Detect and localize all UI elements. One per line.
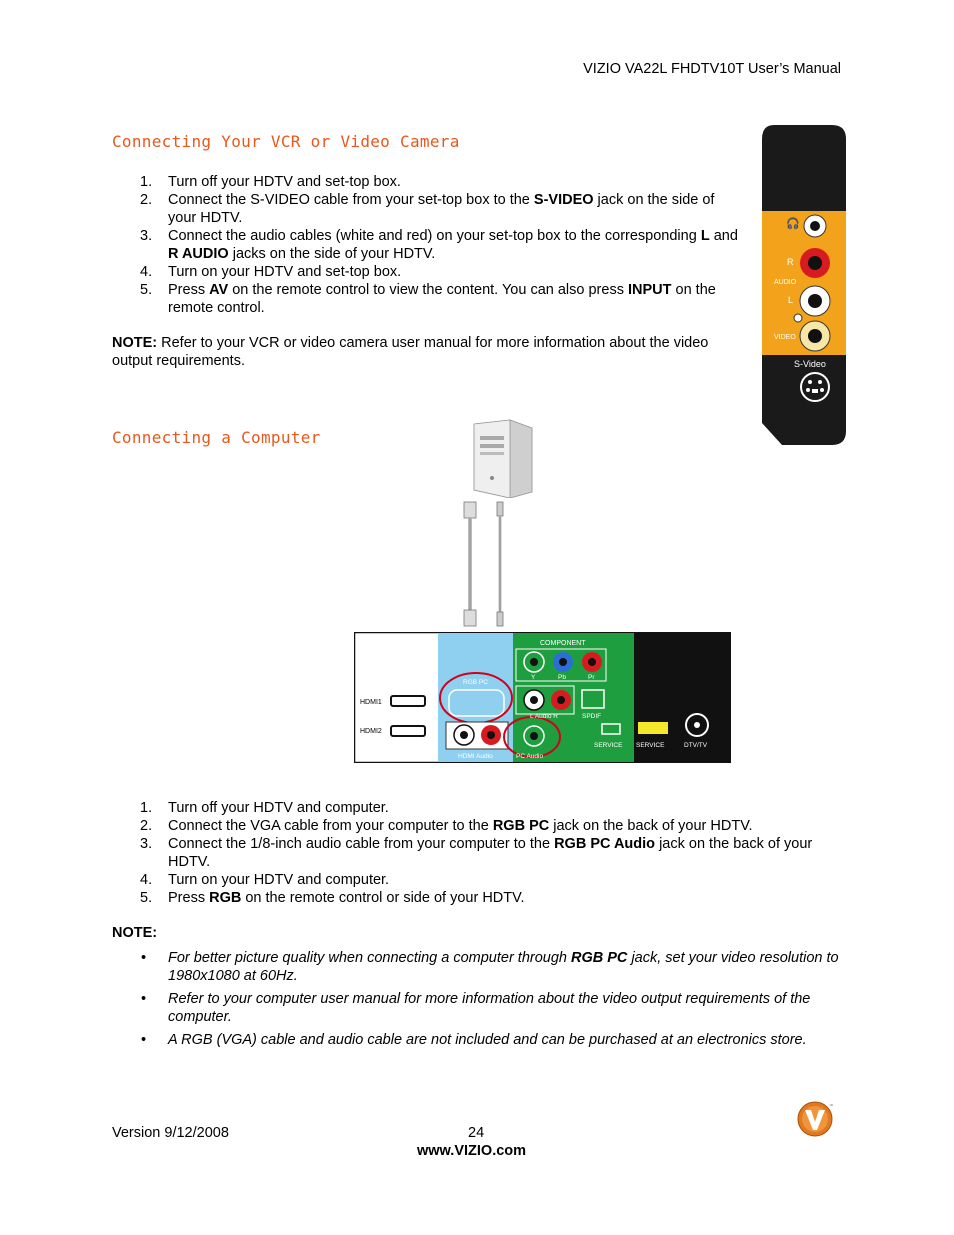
- cables-illustration: [455, 498, 525, 633]
- step-text: jack on the back of your HDTV.: [549, 818, 753, 834]
- step-item: [112, 227, 744, 263]
- bullet-text: jack, set your video resolution to 1980x1080 at 60Hz.: [168, 950, 839, 984]
- step-text: Turn off your HDTV and computer.: [168, 800, 389, 816]
- step-text: Connect the audio cables (white and red) on your set-top box to the corresponding: [168, 228, 701, 244]
- side-svideo-label: S-Video: [794, 359, 826, 369]
- dtv-tv-label: DTV/TV: [684, 742, 708, 749]
- step-item: [112, 799, 842, 817]
- step-text: Turn on your HDTV and set-top box.: [168, 264, 402, 280]
- section-heading-computer: Connecting a Computer: [112, 428, 321, 447]
- note-bullet: [112, 949, 842, 985]
- headphone-icon: 🎧: [786, 217, 800, 230]
- page-header-title: VIZIO VA22L FHDTV10T User’s Manual: [583, 61, 841, 77]
- step-item: [112, 871, 842, 889]
- audio-plug-bottom: [497, 612, 503, 626]
- component-y-label: Y: [531, 674, 536, 681]
- step-text: Turn off your HDTV and set-top box.: [168, 174, 401, 190]
- step-bold-text: RGB PC Audio: [554, 836, 656, 852]
- spdif-label: SPDIF: [582, 713, 602, 720]
- component-label: COMPONENT: [540, 640, 586, 647]
- step-number: 2.: [140, 192, 153, 208]
- note-bullet: [112, 990, 842, 1026]
- step-number: 1.: [140, 800, 153, 816]
- step-number: 3.: [140, 836, 153, 852]
- hdmi2-label: HDMI2: [360, 728, 382, 735]
- footer-page-number: 24: [468, 1125, 485, 1141]
- step-text: Connect the 1/8-inch audio cable from your computer to the: [168, 836, 555, 852]
- bullet-bold-text: RGB PC: [571, 950, 628, 966]
- step-number: 2.: [140, 818, 153, 834]
- step-number: 5.: [140, 282, 153, 298]
- step-text: on the remote control to view the content. You can also press: [228, 282, 628, 298]
- step-text: jack on the side of your HDTV.: [168, 192, 715, 226]
- side-svideo-jack: [801, 373, 829, 401]
- l-audio-r-label: L Audio R: [530, 713, 558, 720]
- hdmi1-label: HDMI1: [360, 699, 382, 706]
- audio-plug-top: [497, 502, 503, 516]
- service-label-1: SERVICE: [594, 742, 623, 749]
- step-text: jacks on the side of your HDTV.: [228, 246, 436, 262]
- step-item: [112, 889, 842, 907]
- step-text: Press: [168, 890, 210, 906]
- section-heading-vcr: Connecting Your VCR or Video Camera: [112, 132, 460, 151]
- step-number: 4.: [140, 872, 153, 888]
- hdmi-audio-label: HDMI Audio: [458, 753, 493, 760]
- bullet-text: A RGB (VGA) cable and audio cable are not included and can be purchased at an electronics store.: [168, 1032, 807, 1048]
- step-text: on the remote control or side of your HDTV.: [241, 890, 525, 906]
- step-bold-text: AV: [209, 282, 229, 298]
- bullet-text: For better picture quality when connecting a computer through: [168, 950, 572, 966]
- service-port-2: [638, 722, 668, 734]
- pc-audio-label: PC Audio: [516, 753, 544, 760]
- computer-note-label: NOTE:: [112, 925, 158, 941]
- note-bullet: [112, 1031, 842, 1049]
- vcr-note: [112, 334, 732, 370]
- footer-url[interactable]: www.VIZIO.com: [417, 1143, 527, 1159]
- component-pb-label: Pb: [558, 674, 566, 681]
- hdmi1-port: [391, 696, 425, 706]
- step-item: [112, 173, 744, 191]
- vcr-steps-list: [112, 173, 744, 317]
- computer-steps-list: [112, 799, 842, 907]
- side-panel-illustration: [760, 125, 846, 445]
- step-text: Connect the S-VIDEO cable from your set-top box to the: [168, 192, 534, 208]
- back-panel-illustration: [354, 632, 731, 763]
- side-video-label: VIDEO: [774, 334, 796, 341]
- step-text: Press: [168, 282, 210, 298]
- step-text: jack on the back of your HDTV.: [168, 836, 813, 870]
- vga-plug-bottom: [464, 610, 476, 626]
- service-label-2: SERVICE: [636, 742, 665, 749]
- footer-version: Version 9/12/2008: [112, 1125, 229, 1141]
- hdmi2-port: [391, 726, 425, 736]
- side-l-label: L: [788, 295, 794, 305]
- step-item: [112, 817, 842, 835]
- rgb-pc-label: RGB PC: [463, 679, 488, 686]
- vizio-logo: [796, 1100, 836, 1138]
- vga-plug-top: [464, 502, 476, 518]
- step-text: on the remote control.: [168, 282, 716, 316]
- step-item: [112, 191, 744, 227]
- step-text: Turn on your HDTV and computer.: [168, 872, 390, 888]
- step-number: 3.: [140, 228, 153, 244]
- vcr-note-label: NOTE:: [112, 335, 158, 351]
- computer-note-bullets: [112, 949, 842, 1054]
- side-audio-label: AUDIO: [774, 279, 797, 286]
- step-number: 5.: [140, 890, 153, 906]
- side-r-label: R: [787, 257, 794, 267]
- bullet-text: Refer to your computer user manual for more information about the video output requirements of the computer.: [168, 991, 811, 1025]
- step-item: [112, 281, 744, 317]
- step-bold-text: R AUDIO: [168, 246, 229, 262]
- step-item: [112, 263, 744, 281]
- step-bold-text: L: [700, 228, 710, 244]
- step-number: 4.: [140, 264, 153, 280]
- step-bold-text: RGB PC: [492, 818, 550, 834]
- step-bold-text: S-VIDEO: [533, 192, 594, 208]
- step-item: [112, 835, 842, 871]
- step-bold-text: INPUT: [627, 282, 672, 298]
- component-pr-label: Pr: [588, 674, 595, 681]
- svg-text:™: ™: [829, 1103, 833, 1108]
- step-number: 1.: [140, 174, 153, 190]
- computer-tower-illustration: [470, 418, 540, 498]
- vcr-note-text: Refer to your VCR or video camera user manual for more information about the video output requirements.: [112, 335, 709, 369]
- step-bold-text: RGB: [209, 890, 242, 906]
- step-text: Connect the VGA cable from your computer to the: [168, 818, 493, 834]
- step-text: and: [709, 228, 738, 244]
